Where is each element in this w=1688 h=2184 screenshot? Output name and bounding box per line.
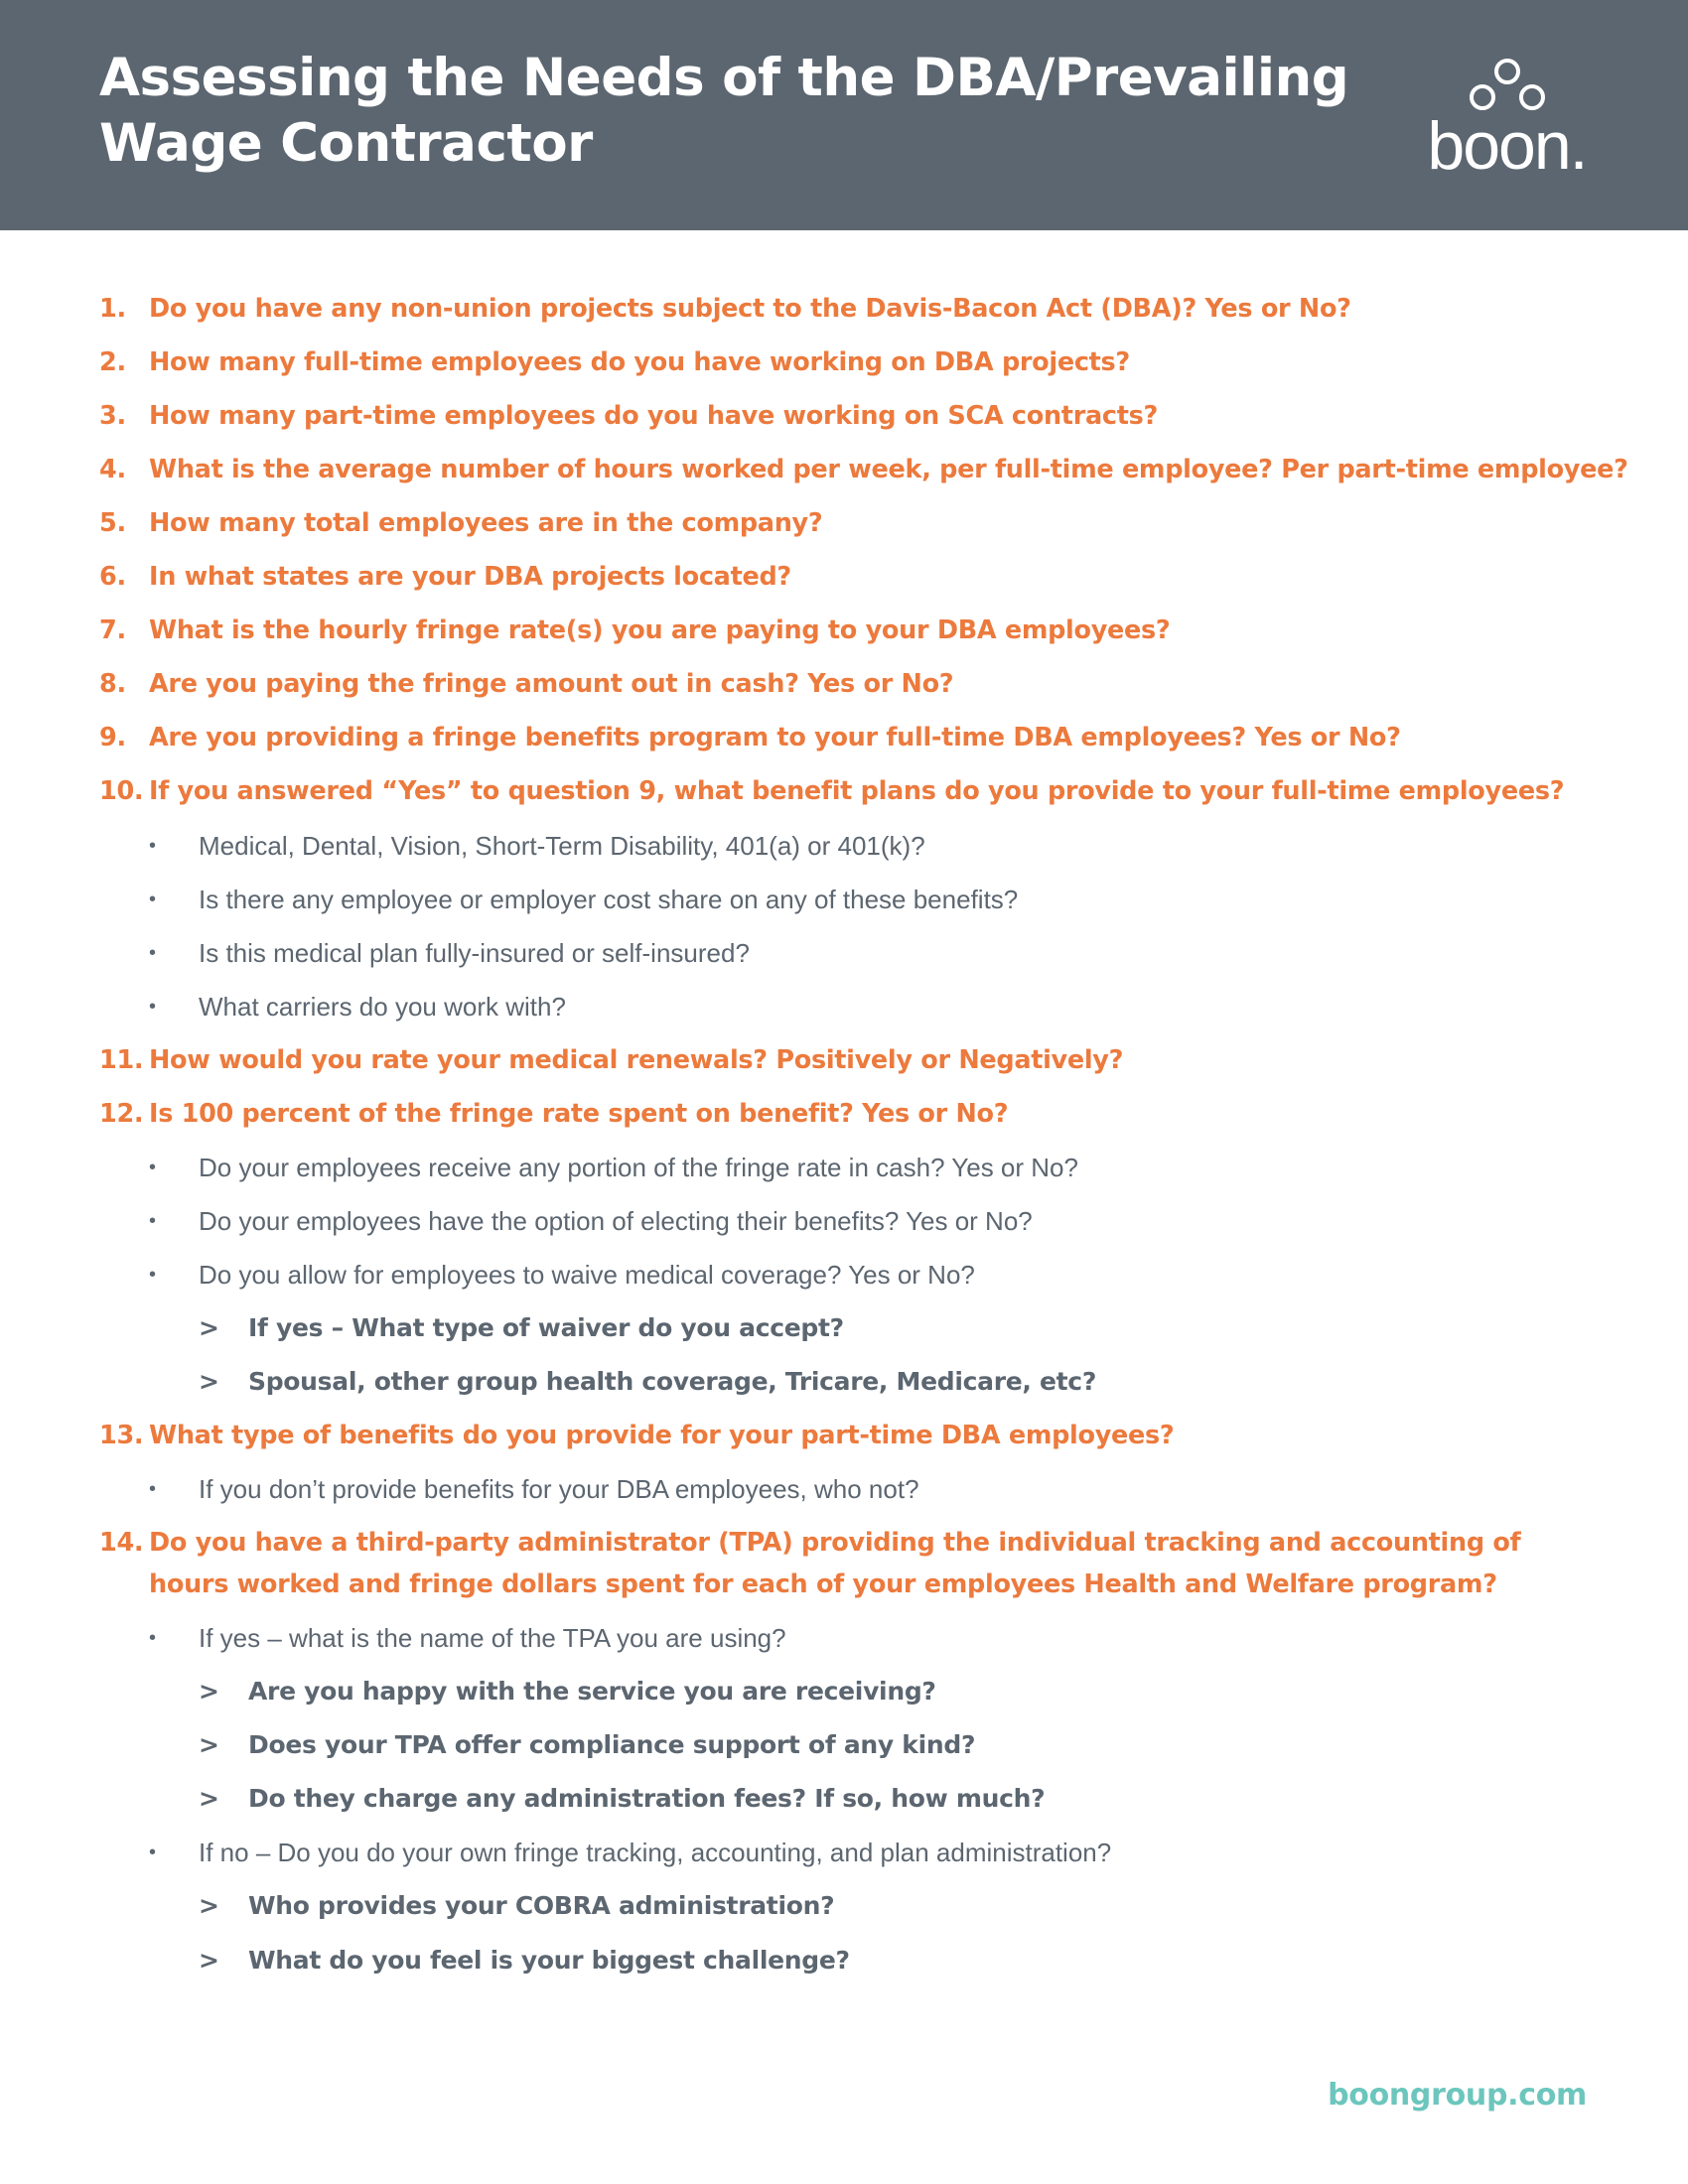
question-text: What is the average number of hours worked per week, per full-time employee? Per part-time employee? [149,455,1628,485]
bullet-text: If yes – what is the name of the TPA you are using? [199,1623,786,1654]
bullet-marker: • [149,995,157,1018]
bullet-marker: • [149,1478,157,1501]
bullet-text: Is this medical plan fully-insured or self-insured? [199,937,750,968]
question-number: 8. [99,669,126,700]
question-text: What type of benefits do you provide for your part-time DBA employees? [149,1421,1175,1451]
question-text: Do you have a third-party administrator (TPA) providing the individual tracking and accounting of hours worked and fringe dollars spent for each of your employees Health and Welfare program? [149,1528,1521,1600]
question-text: How many total employees are in the company? [149,508,823,539]
question-text: In what states are your DBA projects located? [149,562,791,593]
sub-item-text: If yes – What type of waiver do you accept? [248,1312,844,1342]
sub-arrow-marker: > [199,1891,219,1921]
sub-item-text: Are you happy with the service you are receiving? [248,1677,936,1706]
sub-item-text: Do they charge any administration fees? If so, how much? [248,1784,1046,1814]
question-number: 12. [99,1098,144,1129]
question-text: What is the hourly fringe rate(s) you are paying to your DBA employees? [149,615,1171,646]
sub-arrow-marker: > [199,1945,219,1975]
sub-item-text: What do you feel is your biggest challenge? [248,1945,850,1975]
question-text: Are you providing a fringe benefits program to your full-time DBA employees? Yes or No? [149,723,1401,753]
sub-arrow-marker: > [199,1312,219,1342]
question-number: 13. [99,1421,144,1451]
bullet-text: Do your employees receive any portion of the fringe rate in cash? Yes or No? [199,1152,1078,1182]
bullet-marker: • [149,1209,157,1232]
question-number: 1. [99,294,126,324]
question-text: Is 100 percent of the fringe rate spent on benefit? Yes or No? [149,1098,1009,1129]
question-number: 4. [99,455,126,485]
bullet-marker: • [149,941,157,964]
bullet-marker: • [149,1263,157,1286]
question-text: Do you have any non-union projects subject to the Davis-Bacon Act (DBA)? Yes or No? [149,294,1351,324]
page-title-line-2: Wage Contractor [99,113,593,174]
question-number: 11. [99,1044,144,1075]
question-number: 7. [99,615,126,646]
logo-wordmark: boon. [1427,108,1587,184]
question-number: 9. [99,723,126,753]
sub-item-text: Who provides your COBRA administration? [248,1891,835,1921]
question-number: 3. [99,401,126,432]
sub-arrow-marker: > [199,1784,219,1814]
bullet-text: If you don’t provide benefits for your DBA employees, who not? [199,1474,919,1505]
bullet-text: Do your employees have the option of electing their benefits? Yes or No? [199,1205,1033,1236]
bullet-text: If no – Do you do your own fringe tracking, accounting, and plan administration? [199,1838,1112,1868]
sub-arrow-marker: > [199,1677,219,1706]
bullet-marker: • [149,887,157,910]
sub-arrow-marker: > [199,1367,219,1396]
question-number: 10. [99,776,144,807]
sub-item-text: Does your TPA offer compliance support of any kind? [248,1730,976,1760]
bullet-marker: • [149,1842,157,1864]
bullet-marker: • [149,1627,157,1650]
sub-item-text: Spousal, other group health coverage, Tricare, Medicare, etc? [248,1367,1097,1396]
question-text: If you answered “Yes” to question 9, what benefit plans do you provide to your full-time employees? [149,776,1565,807]
bullet-text: What carriers do you work with? [199,991,566,1022]
question-number: 6. [99,562,126,593]
page-title-line-1: Assessing the Needs of the DBA/Prevailing [99,48,1349,108]
bullet-text: Medical, Dental, Vision, Short-Term Disability, 401(a) or 401(k)? [199,830,925,861]
question-number: 5. [99,508,126,539]
question-number: 2. [99,347,126,378]
bullet-text: Do you allow for employees to waive medical coverage? Yes or No? [199,1259,975,1290]
question-text: How would you rate your medical renewals? Positively or Negatively? [149,1044,1124,1075]
bullet-marker: • [149,834,157,857]
website-link[interactable]: boongroup.com [1328,2078,1587,2113]
question-number: 14. [99,1528,144,1559]
question-text: Are you paying the fringe amount out in cash? Yes or No? [149,669,954,700]
bullet-marker: • [149,1156,157,1178]
question-text: How many part-time employees do you have working on SCA contracts? [149,401,1158,432]
question-text: How many full-time employees do you have working on DBA projects? [149,347,1130,378]
bullet-text: Is there any employee or employer cost share on any of these benefits? [199,884,1019,914]
sub-arrow-marker: > [199,1730,219,1760]
